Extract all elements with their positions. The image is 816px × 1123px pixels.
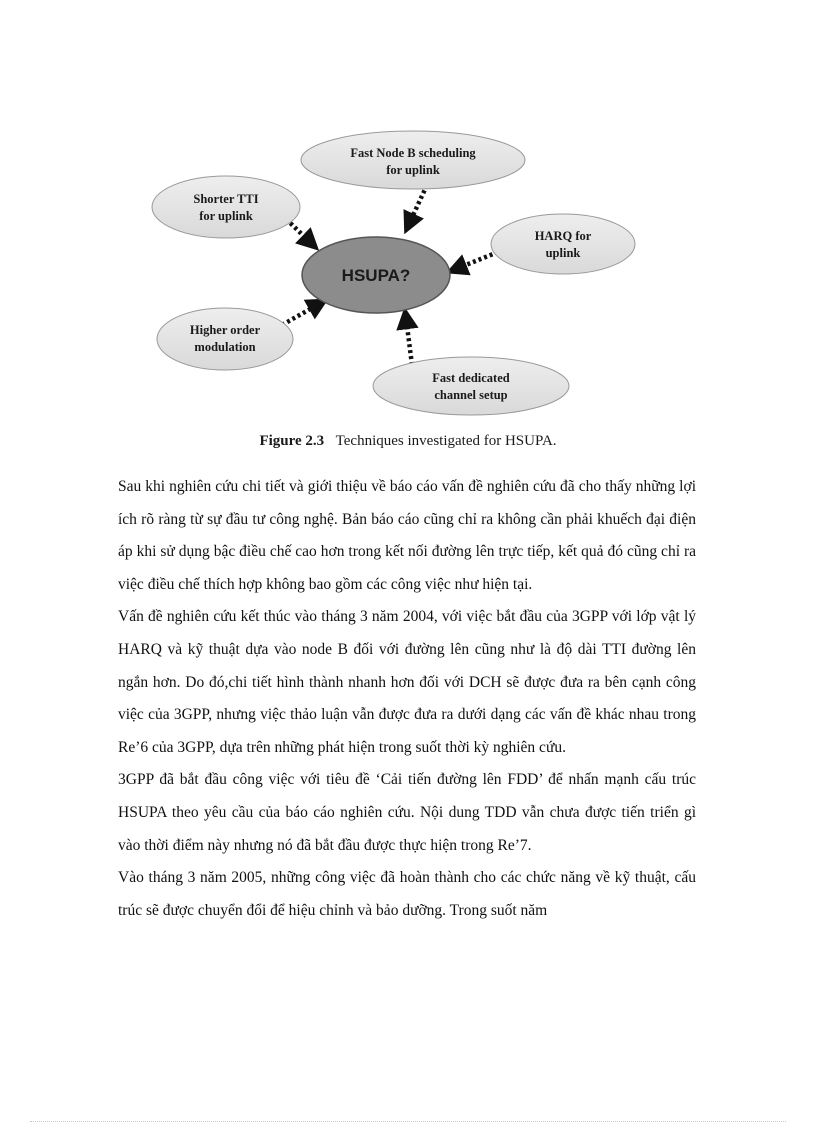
node-label-line2: for uplink	[199, 209, 253, 223]
center-node-hsupa	[302, 237, 450, 313]
node-label-line1: Fast dedicated	[432, 371, 510, 385]
body-text	[118, 471, 696, 927]
arrow-from-harq	[456, 252, 498, 269]
paragraph-3: 3GPP đã bắt đầu công việc với tiêu đề ‘Cải tiến đường lên FDD’ để nhấn mạnh cấu trúc HSUPA theo yêu cầu của báo cáo nghiên cứu. Nội dung TDD vẫn chưa được tiến triển gì vào thời điểm này nhưng nó đã bắt đầu được thực hiện trong Re’7.	[118, 771, 696, 854]
node-label-line2: for uplink	[386, 163, 440, 177]
paragraph-4: Vào tháng 3 năm 2005, những công việc đã hoàn thành cho các chức năng về kỹ thuật, cấu trúc sẽ được chuyển đổi để hiệu chỉnh và bảo dưỡng. Trong suốt năm	[118, 869, 696, 919]
node-label-line2: modulation	[194, 340, 256, 354]
node-fast-dedicated-channel-setup	[373, 357, 569, 415]
node-shorter-tti	[152, 176, 300, 238]
center-node-label: HSUPA?	[341, 266, 411, 285]
figure-caption	[0, 431, 816, 451]
paragraph-1: Sau khi nghiên cứu chi tiết và giới thiệu về báo cáo vấn đề nghiên cứu đã cho thấy những lợi ích rõ ràng từ sự đầu tư công nghệ. Bản báo cáo cũng chỉ ra không cần phải khuếch đại điện áp khi sử dụng bậc điều chế cao hơn trong kết nối đường lên trực tiếp, kết quả đó cũng chỉ ra việc điều chế thích hợp không bao gồm các công việc như hiện tại.	[118, 478, 696, 593]
figure-caption-number: Figure 2.3	[259, 433, 325, 449]
node-label-line1: Shorter TTI	[193, 192, 259, 206]
hsupa-techniques-diagram	[140, 128, 640, 420]
node-label-line1: Higher order	[189, 323, 261, 337]
node-label-line2: channel setup	[434, 388, 508, 402]
figure-caption-text: Techniques investigated for HSUPA.	[335, 433, 557, 449]
page-bottom-rule	[30, 1121, 786, 1122]
node-label-line1: HARQ for	[534, 229, 592, 243]
node-harq	[491, 214, 635, 274]
arrow-from-fast-node-b-scheduling	[409, 185, 427, 224]
paragraph-2: Vấn đề nghiên cứu kết thúc vào tháng 3 năm 2004, với việc bắt đầu của 3GPP với lớp vật lý HARQ và kỹ thuật dựa vào node B đối với đường lên cũng như là độ dài TTI đường lên ngắn hơn. Do đó,chi tiết hình thành nhanh hơn đối với DCH sẽ được đưa ra bên cạnh công việc của 3GPP, nhưng việc thảo luận vẫn được đưa ra dưới dạng các vấn đề khác nhau trong Re’6 của 3GPP, dựa trên những phát hiện trong suốt thời kỳ nghiên cứu.	[118, 608, 696, 756]
arrow-from-higher-order-modulation	[282, 304, 319, 325]
node-fast-node-b-scheduling	[301, 131, 525, 189]
node-label-line2: uplink	[545, 246, 581, 260]
node-higher-order-modulation	[157, 308, 293, 370]
arrow-from-fast-dedicated-channel-setup	[406, 318, 412, 365]
node-label-line1: Fast Node B scheduling	[350, 146, 476, 160]
